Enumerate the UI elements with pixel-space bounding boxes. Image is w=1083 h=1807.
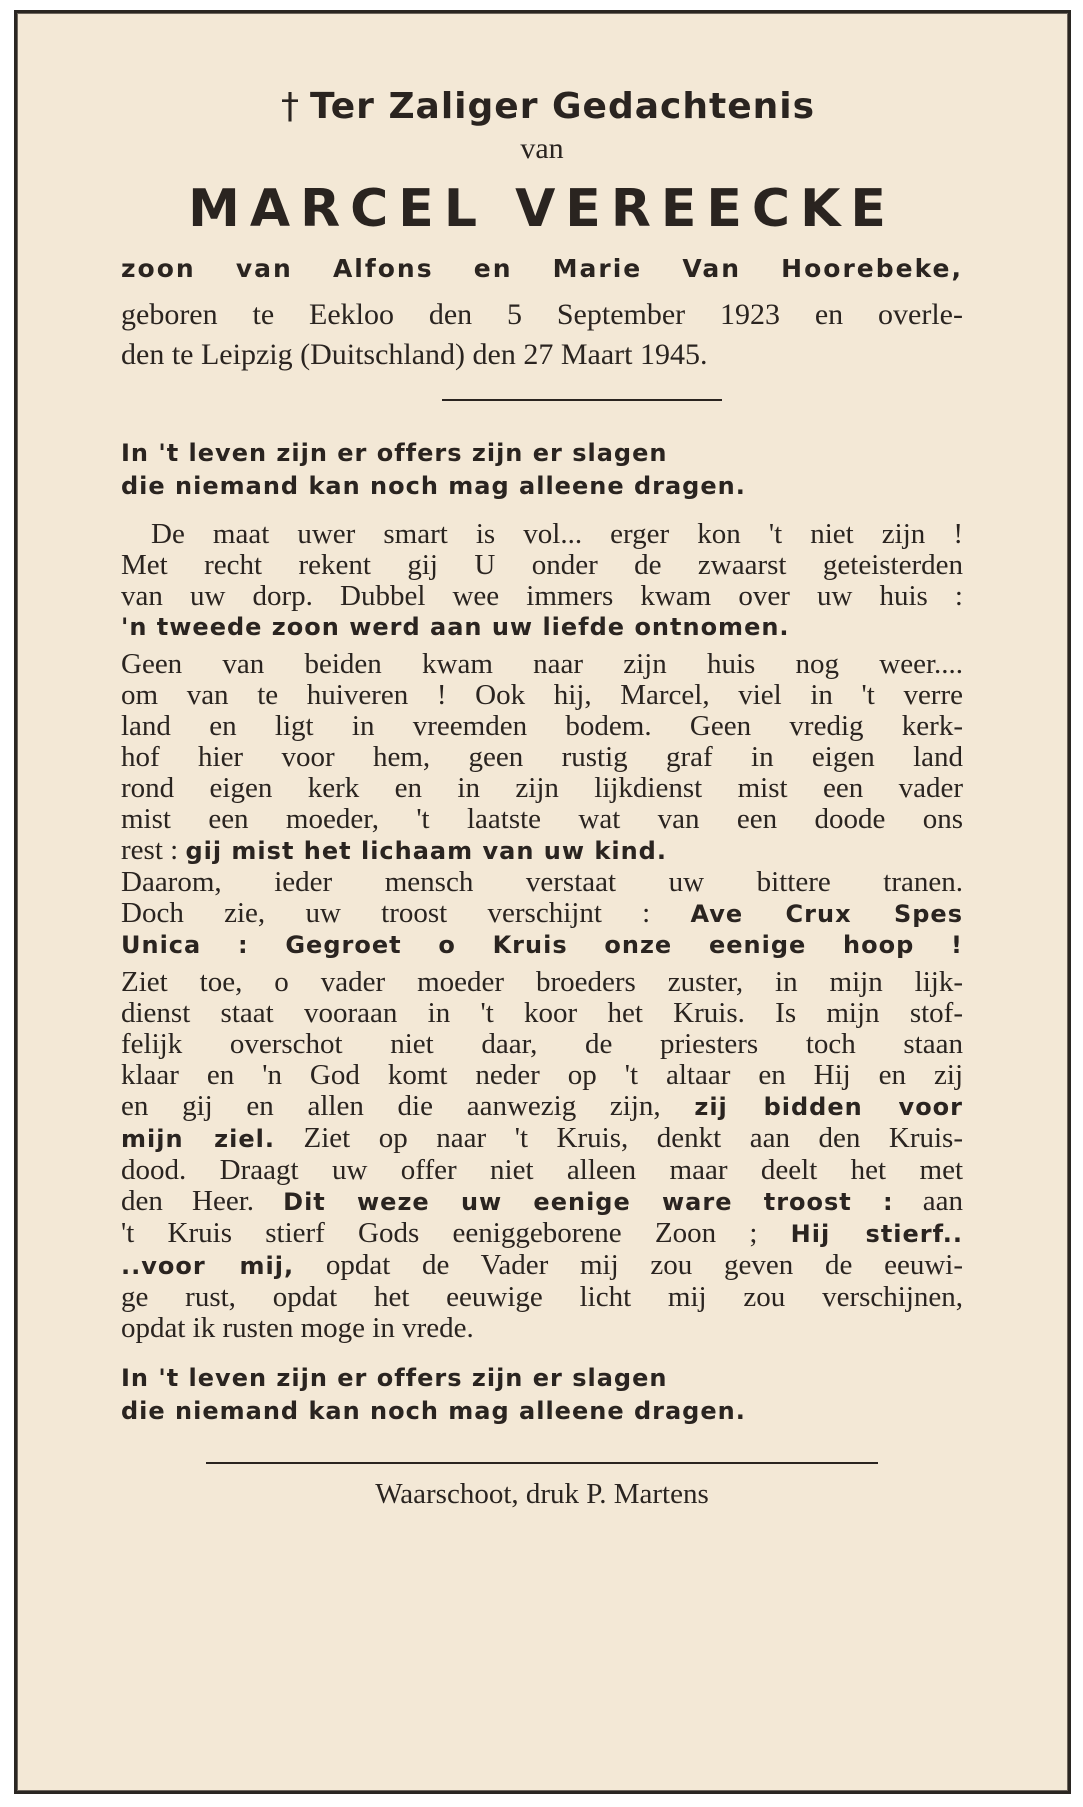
text-plain: opdat de Vader mij zou geven de eeuwi- — [294, 1249, 964, 1281]
paragraph-3 — [121, 967, 963, 1344]
verse-bottom — [121, 1362, 963, 1428]
bold-line: Unica : Gegroet o Kruis onze eenige hoop ! — [121, 931, 963, 959]
text-bold: ..voor mij, — [121, 1252, 295, 1280]
text-line: om van te huiveren ! Ook hij, Marcel, viel in 't verre — [121, 679, 963, 711]
text-bold: zij bidden voor — [694, 1093, 964, 1121]
death-line: den te Leipzig (Duitschland) den 27 Maart 1945. — [121, 338, 708, 371]
text-line — [121, 1186, 963, 1218]
bold-line: 'n tweede zoon werd aan uw liefde ontnomen. — [121, 613, 790, 641]
text-line — [121, 898, 963, 930]
text-line: opdat ik rusten moge in vrede. — [121, 1312, 474, 1344]
paragraph-2 — [121, 649, 963, 961]
memorial-card — [14, 10, 1071, 1794]
text-line: De maat uwer smart is vol... erger kon 't niet zijn ! — [151, 518, 963, 550]
text-line: Daarom, ieder mensch verstaat uw bittere tranen. — [121, 866, 963, 898]
verse-line: In 't leven zijn er offers zijn er slagen — [121, 439, 668, 467]
text-bold: Dit weze uw eenige ware troost : — [283, 1188, 894, 1216]
verse-line: die niemand kan noch mag alleene dragen. — [121, 1397, 746, 1425]
text-line: ge rust, opdat het eeuwige licht mij zou verschijnen, — [121, 1281, 963, 1313]
divider-long — [206, 1462, 878, 1464]
birth-death-info — [121, 295, 963, 375]
text-bold: Hij stierf.. — [790, 1220, 963, 1248]
text-plain: Doch zie, uw troost verschijnt : — [121, 897, 691, 929]
text-line — [121, 1218, 963, 1250]
title-text: Ter Zaliger Gedachtenis — [309, 86, 816, 127]
verse-top — [121, 437, 963, 503]
text-plain: aan — [893, 1185, 963, 1217]
text-line: rond eigen kerk en in zijn lijkdienst mist een vader — [121, 772, 963, 804]
birth-line: geboren te Eekloo den 5 September 1923 en overle- — [121, 298, 963, 331]
text-line — [121, 835, 963, 867]
deceased-name: MARCEL VEREECKE — [188, 179, 896, 239]
verse-line: In 't leven zijn er offers zijn er slagen — [121, 1364, 668, 1392]
text-line: land en ligt in vreemden bodem. Geen vredig kerk- — [121, 710, 963, 742]
text-line — [121, 1123, 963, 1155]
text-plain: 't Kruis stierf Gods eeniggeborene Zoon ; — [121, 1217, 791, 1249]
text-line: Ziet toe, o vader moeder broeders zuster, in mijn lijk- — [121, 966, 963, 998]
text-line: hof hier voor hem, geen rustig graf in eigen land — [121, 741, 963, 773]
text-plain: den Heer. — [121, 1185, 284, 1217]
text-line: felijk overschot niet daar, de priesters toch staan — [121, 1028, 963, 1060]
parents-line: zoon van Alfons en Marie Van Hoorebeke, — [121, 254, 963, 283]
text-line: dood. Draagt uw offer niet alleen maar deelt het met — [121, 1154, 963, 1186]
text-plain: en gij en allen die aanwezig zijn, — [121, 1090, 695, 1122]
text-plain: rest : — [121, 834, 186, 866]
verse-line: die niemand kan noch mag alleene dragen. — [121, 472, 746, 500]
printer-credit: Waarschoot, druk P. Martens — [375, 1478, 709, 1510]
text-line — [121, 1091, 963, 1123]
memorial-title — [127, 83, 969, 131]
text-line: Geen van beiden kwam naar zijn huis nog weer.... — [121, 648, 963, 680]
text-plain: Ziet op naar 't Kruis, denkt aan den Kruis- — [275, 1122, 963, 1154]
text-bold: mijn ziel. — [121, 1125, 275, 1153]
paragraph-1 — [121, 519, 963, 643]
text-line: van uw dorp. Dubbel wee immers kwam over uw huis : — [121, 580, 963, 612]
text-bold: gij mist het lichaam van uw kind. — [185, 837, 667, 865]
text-line — [121, 1250, 963, 1282]
text-line: mist een moeder, 't laatste wat van een doode ons — [121, 803, 963, 835]
van-label: van — [520, 132, 564, 165]
text-line: klaar en 'n God komt neder op 't altaar en Hij en zij — [121, 1059, 963, 1091]
text-line: Met recht rekent gij U onder de zwaarst geteisterden — [121, 549, 963, 581]
text-line: dienst staat vooraan in 't koor het Kruis. Is mijn stof- — [121, 997, 963, 1029]
cross-icon: † — [280, 86, 300, 127]
divider-short — [442, 399, 722, 401]
card-content — [121, 83, 963, 1512]
text-bold: Ave Crux Spes — [690, 900, 963, 928]
